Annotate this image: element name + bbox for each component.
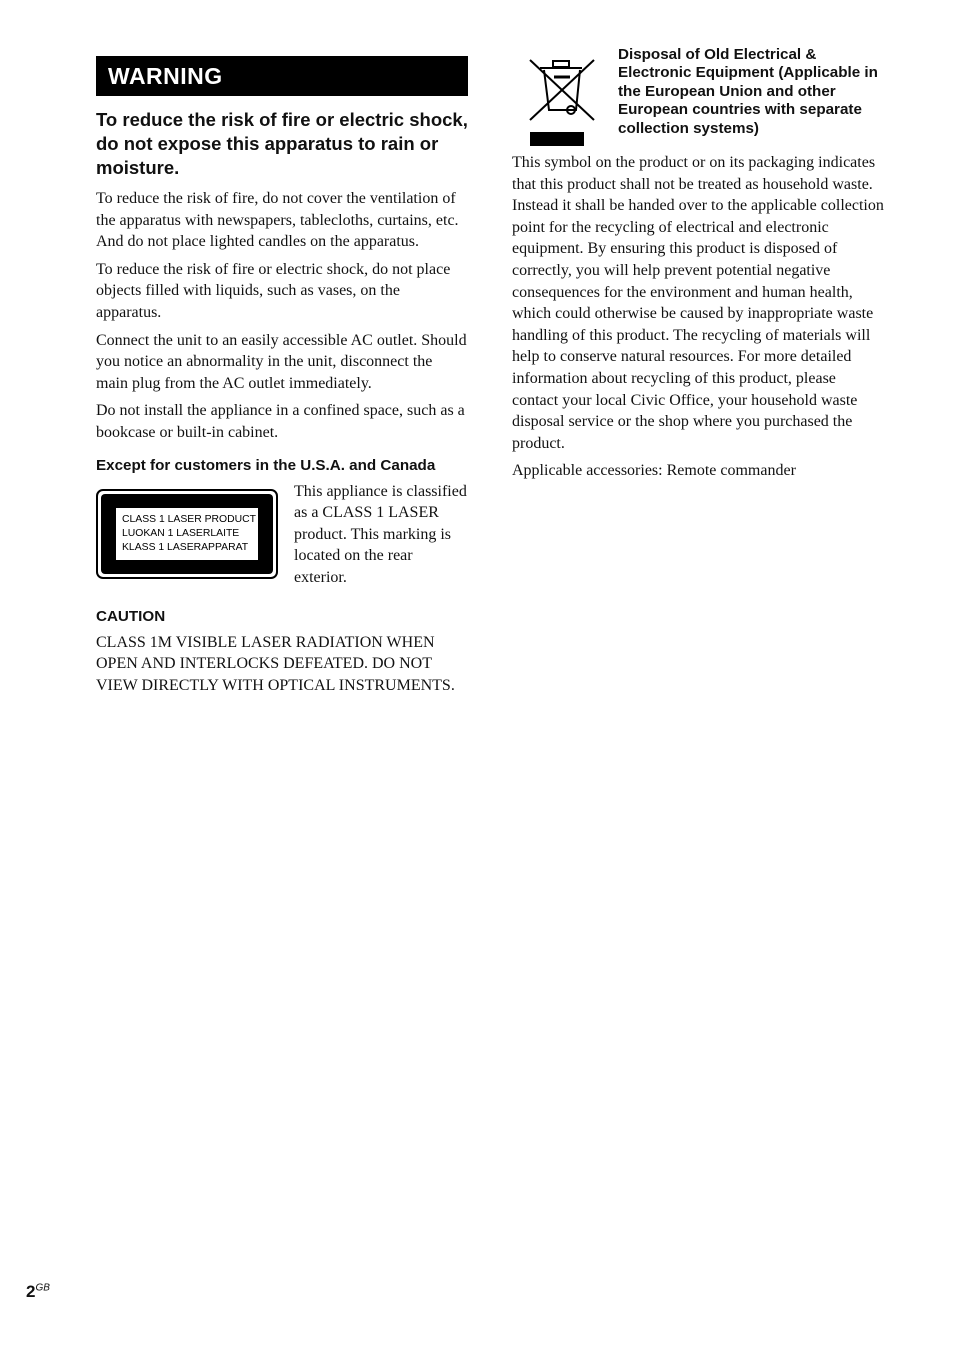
disposal-header <box>512 46 884 152</box>
disposal-body: This symbol on the product or on its packaging indicates that this product shall not be treated as household waste. Instead it shall be handed over to the applicable collection point for the recycling of electrical and electronic equipment. By ensuring this product is disposed of correctly, you will help prevent potential negative consequences for the environment and human health, which could otherwise be caused by inappropriate waste handling of this product. The recycling of materials will help to conserve natural resources. For more detailed information about recycling of this product, please contact your local Civic Office, your household waste disposal service or the shop where you purchased the product. <box>512 154 884 452</box>
warning-banner: WARNING <box>96 56 468 96</box>
right-column <box>512 46 884 488</box>
laser-label-line-2: LUOKAN 1 LASERLAITE <box>122 527 240 539</box>
laser-label-line-3: KLASS 1 LASERAPPARAT <box>122 541 249 553</box>
laser-label-line-1: CLASS 1 LASER PRODUCT <box>122 513 256 525</box>
laser-product-label <box>96 489 278 579</box>
caution-text: CLASS 1M VISIBLE LASER RADIATION WHEN OPEN AND INTERLOCKS DEFEATED. DO NOT VIEW DIRECTLY WITH OPTICAL INSTRUMENTS. <box>96 633 455 694</box>
warning-paragraph-ac-outlet: Connect the unit to an easily accessible AC outlet. Should you notice an abnormality in the unit, disconnect the main plug from the AC outlet immediately. <box>96 331 467 392</box>
caution-heading: CAUTION <box>96 607 166 625</box>
laser-description: This appliance is classified as a CLASS 1 LASER product. This marking is located on the rear exterior. <box>294 482 467 586</box>
accessories-text: Applicable accessories: Remote commander <box>512 462 796 480</box>
disposal-title: Disposal of Old Electrical & Electronic Equipment (Applicable in the European Union and other European countries with separate collection systems) <box>618 46 878 137</box>
laser-product-section <box>96 481 468 595</box>
except-heading: Except for customers in the U.S.A. and Canada <box>96 456 436 474</box>
warning-heading: To reduce the risk of fire or electric shock, do not expose this apparatus to rain or moisture. <box>96 109 468 178</box>
page-number-suffix: GB <box>35 1282 50 1294</box>
warning-paragraph-ventilation: To reduce the risk of fire, do not cover the ventilation of the apparatus with newspapers, tablecloths, curtains, etc. And do not place lighted candles on the apparatus. <box>96 190 459 251</box>
warning-paragraph-liquids: To reduce the risk of fire or electric shock, do not place objects filled with liquids, such as vases, on the apparatus. <box>96 260 451 321</box>
left-column <box>96 56 468 702</box>
crossed-out-wheelie-bin-icon <box>522 52 612 152</box>
page-number <box>26 1282 50 1302</box>
warning-paragraph-confined-space: Do not install the appliance in a confined space, such as a bookcase or built-in cabinet. <box>96 402 465 441</box>
page-number-value: 2 <box>26 1282 36 1301</box>
